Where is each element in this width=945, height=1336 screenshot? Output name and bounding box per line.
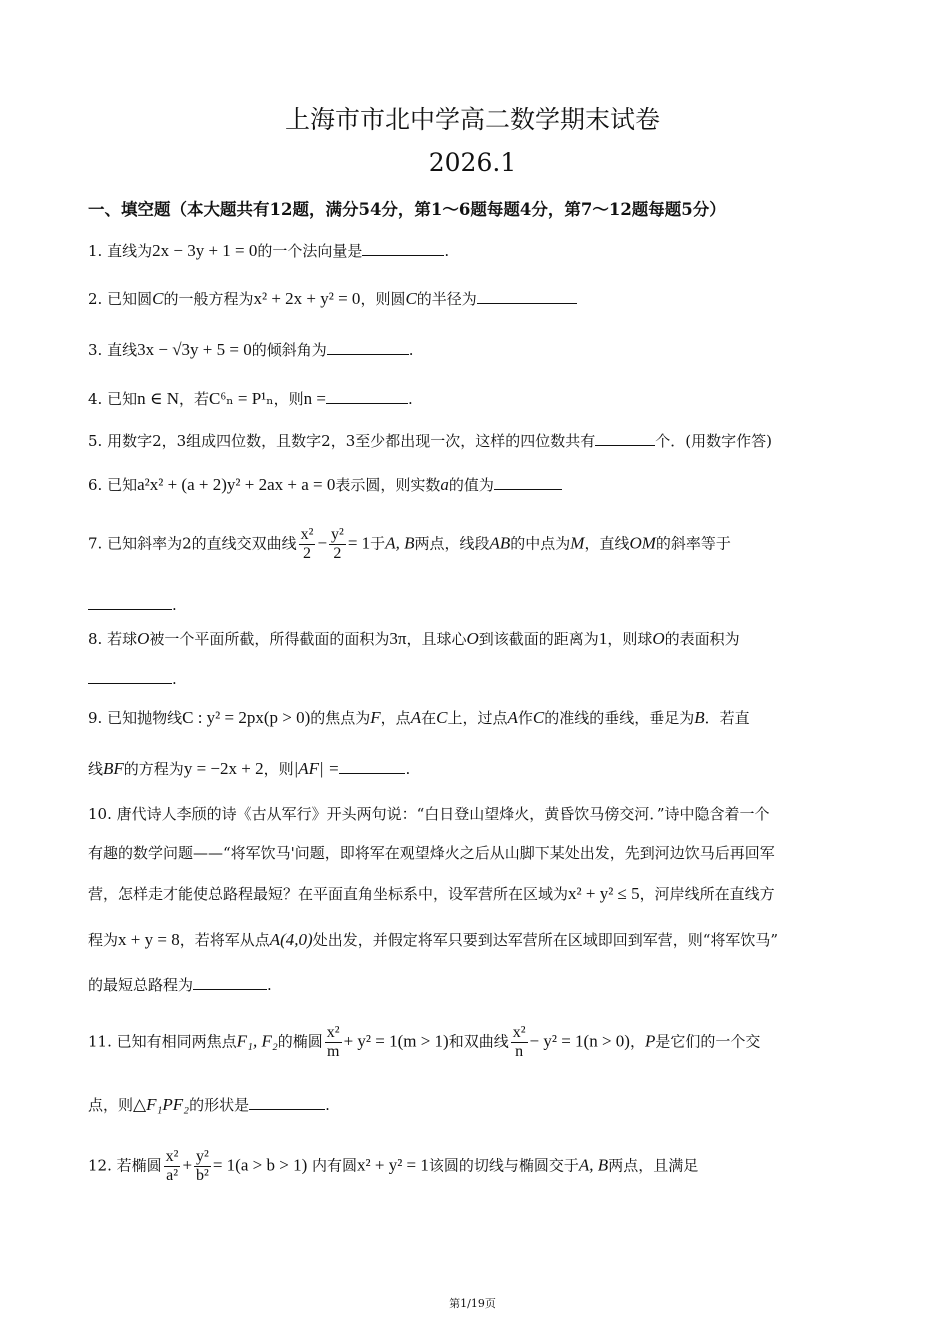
answer-blank <box>494 475 562 490</box>
fraction: $\frac{\text{x²}}{2}$ <box>300 526 314 562</box>
question-9: 9. 已知抛物线C : y² = 2px(p > 0)的焦点为F，点A在C上，过点A作C的准线的垂线，垂足为B．若直 <box>88 708 750 727</box>
fraction: $\frac{\text{y²}}{\text{b²}}$ <box>196 1148 209 1184</box>
exam-title: 上海市市北中学高二数学期末试卷 <box>284 105 660 134</box>
question-2: 2. 已知圆C的一般方程为x² + 2x + y² = 0，则圆C的半径为 <box>88 288 577 310</box>
question-7-blank-line: . <box>88 594 177 616</box>
page-number: 第1/19页 <box>449 1297 496 1310</box>
fraction: $\frac{\text{x²}}{m}$ <box>326 1024 340 1060</box>
answer-blank <box>88 595 172 610</box>
question-6: 6. 已知a²x² + (a + 2)y² + 2ax + a = 0表示圆，则实数a的值为 <box>88 474 562 496</box>
question-11-line-2: 点，则△F₁PF₂的形状是 . <box>88 1095 330 1114</box>
fraction: $\frac{\text{x²}}{n}$ <box>512 1024 526 1060</box>
answer-blank <box>477 289 577 304</box>
question-9-line-2: 线BF的方程为y = −2x + 2，则|AF| = . <box>88 759 411 778</box>
answer-blank <box>339 759 405 774</box>
fraction: $\frac{\text{y²}}{2}$ <box>331 526 344 562</box>
question-10-line-2: 有趣的数学问题——“将军饮马'问题，即将军在观望烽火之后从山脚下某处出发，先到河边饮马后再回军 <box>88 844 775 862</box>
question-5: 5. 用数字2，3组成四位数，且数字2，3至少都出现一次，这样的四位数共有 个．(用数字作答) <box>88 432 772 450</box>
question-1: 1. 直线为2x − 3y + 1 = 0的一个法向量是 . <box>88 241 450 260</box>
question-11: 11. 已知有相同两焦点F₁, F₂的椭圆 $\frac{\text{x²}}{m}$ + y² = 1(m > 1)和双曲线 $\frac{\text{x²}}{n}$ − y² = 1(n > 0)，P是它们的一个交 <box>88 1024 761 1060</box>
question-10-line-3: 营，怎样走才能使总路程最短？在平面直角坐标系中，设军营所在区域为x² + y² ≤ 5，河岸线所在直线方 <box>88 884 775 903</box>
answer-blank <box>595 431 655 446</box>
answer-blank <box>362 241 444 256</box>
answer-blank <box>88 669 172 684</box>
answer-blank <box>249 1095 325 1110</box>
question-12: 12. 若椭圆 $\frac{\text{x²}}{\text{a²}}$ + $\frac{\text{y²}}{\text{b²}}$ = 1(a > b > 1) 内有圆x² + y² = 1该圆的切线与椭圆交于A, B两点，且满足 <box>88 1148 699 1184</box>
answer-blank <box>193 975 267 990</box>
fraction: $\frac{\text{x²}}{\text{a²}}$ <box>165 1148 179 1184</box>
answer-blank <box>326 389 408 404</box>
answer-blank <box>327 340 409 355</box>
section-heading: 一、填空题（本大题共有12题，满分54分，第1～6题每题4分，第7～12题每题5分） <box>88 200 726 219</box>
question-3: 3. 直线3x − √3y + 5 = 0的倾斜角为 . <box>88 340 414 359</box>
exam-date: 2026.1 <box>428 148 517 177</box>
question-10: 10. 唐代诗人李颀的诗《古从军行》开头两句说：“白日登山望烽火，黄昏饮马傍交河．”诗中隐含着一个 <box>88 805 770 823</box>
question-10-line-5: 的最短总路程为 . <box>88 976 272 994</box>
question-8: 8. 若球O被一个平面所截，所得截面的面积为3π，且球心O到该截面的距离为1，则球O的表面积为 <box>88 629 740 648</box>
question-8-blank-line: . <box>88 668 177 690</box>
question-7: 7. 已知斜率为2的直线交双曲线 $\frac{\text{x²}}{2}$ − $\frac{\text{y²}}{2}$ = 1于A, B两点，线段AB的中点为M，直线OM的斜率等于 <box>88 526 731 562</box>
question-10-line-4: 程为x + y = 8，若将军从点A(4,0)处出发，并假定将军只要到达军营所在区域即回到军营，则“将军饮马” <box>88 930 779 949</box>
question-4: 4. 已知n ∈ N，若C⁶ₙ = P¹ₙ，则n = . <box>88 389 413 408</box>
